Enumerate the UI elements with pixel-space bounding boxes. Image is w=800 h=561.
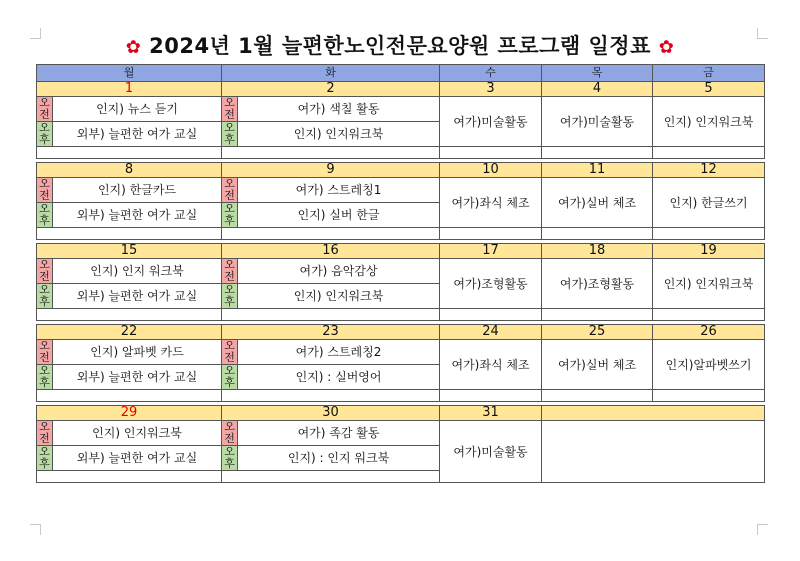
- program-item: 여가)좌식 체조: [440, 340, 542, 390]
- date-row: [37, 244, 765, 259]
- am-label: 오전: [37, 259, 53, 284]
- pm-label: 오후: [222, 365, 238, 390]
- am-label: 오전: [222, 178, 238, 203]
- empty-cell: [542, 421, 765, 483]
- am-label: 오전: [222, 259, 238, 284]
- flower-icon: ✿: [125, 37, 142, 58]
- date-row: [37, 325, 765, 340]
- am-row: [37, 340, 765, 365]
- pm-label: 오후: [37, 284, 53, 309]
- pm-label: 오후: [222, 446, 238, 471]
- program-item: 외부) 늘편한 여가 교실: [53, 446, 222, 471]
- pm-label: 오후: [37, 365, 53, 390]
- spacer-row: [37, 390, 765, 402]
- date-cell: 25: [542, 325, 653, 340]
- program-item: 인지) 인지 워크북: [53, 259, 222, 284]
- program-item: 여가)좌식 체조: [440, 178, 542, 228]
- date-cell: 22: [37, 325, 222, 340]
- program-item: 인지) 한글카드: [53, 178, 222, 203]
- program-item: 인지) 인지워크북: [238, 122, 440, 147]
- header-mon: 월: [37, 65, 222, 82]
- date-row: [37, 82, 765, 97]
- am-label: 오전: [37, 97, 53, 122]
- date-cell: 9: [222, 163, 440, 178]
- date-cell: 5: [653, 82, 765, 97]
- program-item: 여가)조형활동: [440, 259, 542, 309]
- program-item: 여가) 음악감상: [238, 259, 440, 284]
- crop-mark-bottom-right: [757, 524, 768, 535]
- am-label: 오전: [222, 421, 238, 446]
- date-cell: 16: [222, 244, 440, 259]
- program-item: 외부) 늘편한 여가 교실: [53, 284, 222, 309]
- program-item: 인지) 한글쓰기: [653, 178, 765, 228]
- weekday-header-row: [37, 65, 765, 82]
- program-item: 외부) 늘편한 여가 교실: [53, 122, 222, 147]
- date-cell: 26: [653, 325, 765, 340]
- am-label: 오전: [37, 340, 53, 365]
- page-title: [0, 30, 800, 60]
- date-cell: 1: [37, 82, 222, 97]
- flower-icon: ✿: [658, 37, 675, 58]
- program-item: 인지) 인지워크북: [653, 259, 765, 309]
- program-item: 인지) 뉴스 듣기: [53, 97, 222, 122]
- program-item: 인지) 실버 한글: [238, 203, 440, 228]
- am-label: 오전: [37, 178, 53, 203]
- program-item: 인지) 알파벳 카드: [53, 340, 222, 365]
- date-cell: 3: [440, 82, 542, 97]
- date-row: [37, 406, 765, 421]
- program-item: 인지)알파벳쓰기: [653, 340, 765, 390]
- date-cell: 19: [653, 244, 765, 259]
- program-item: 여가) 색칠 활동: [238, 97, 440, 122]
- program-item: 여가)실버 체조: [542, 178, 653, 228]
- header-tue: 화: [222, 65, 440, 82]
- schedule-table: [36, 64, 765, 483]
- pm-label: 오후: [222, 122, 238, 147]
- date-cell: 12: [653, 163, 765, 178]
- title-text: 2024년 1월 늘편한노인전문요양원 프로그램 일정표: [149, 34, 651, 58]
- date-cell: 11: [542, 163, 653, 178]
- header-thu: 목: [542, 65, 653, 82]
- am-label: 오전: [37, 421, 53, 446]
- program-item: 인지) : 인지 워크북: [238, 446, 440, 471]
- program-item: 외부) 늘편한 여가 교실: [53, 203, 222, 228]
- date-cell: 15: [37, 244, 222, 259]
- program-item: 여가) 스트레칭2: [238, 340, 440, 365]
- program-item: 인지) 인지워크북: [238, 284, 440, 309]
- date-cell: 10: [440, 163, 542, 178]
- date-cell: 18: [542, 244, 653, 259]
- spacer-row: [37, 309, 765, 321]
- pm-label: 오후: [37, 446, 53, 471]
- program-item: 외부) 늘편한 여가 교실: [53, 365, 222, 390]
- pm-label: 오후: [222, 284, 238, 309]
- date-cell: 17: [440, 244, 542, 259]
- program-item: 여가) 스트레칭1: [238, 178, 440, 203]
- program-item: 여가)미술활동: [440, 97, 542, 147]
- am-row: [37, 259, 765, 284]
- program-item: 여가)미술활동: [542, 97, 653, 147]
- date-cell-empty: [542, 406, 765, 421]
- program-item: 인지) 인지워크북: [653, 97, 765, 147]
- am-label: 오전: [222, 97, 238, 122]
- date-cell: 29: [37, 406, 222, 421]
- spacer-row: [37, 147, 765, 159]
- date-cell: 30: [222, 406, 440, 421]
- pm-label: 오후: [37, 122, 53, 147]
- date-cell: 2: [222, 82, 440, 97]
- header-wed: 수: [440, 65, 542, 82]
- pm-label: 오후: [222, 203, 238, 228]
- pm-label: 오후: [37, 203, 53, 228]
- am-row: [37, 97, 765, 122]
- date-cell: 8: [37, 163, 222, 178]
- program-item: 인지) : 실버영어: [238, 365, 440, 390]
- am-label: 오전: [222, 340, 238, 365]
- program-item: 여가) 족감 활동: [238, 421, 440, 446]
- am-row: [37, 421, 765, 446]
- header-fri: 금: [653, 65, 765, 82]
- date-cell: 31: [440, 406, 542, 421]
- program-item: 여가)실버 체조: [542, 340, 653, 390]
- spacer-row: [37, 228, 765, 240]
- date-cell: 23: [222, 325, 440, 340]
- program-item: 인지) 인지워크북: [53, 421, 222, 446]
- date-cell: 4: [542, 82, 653, 97]
- date-cell: 24: [440, 325, 542, 340]
- program-item: 여가)조형활동: [542, 259, 653, 309]
- am-row: [37, 178, 765, 203]
- program-item: 여가)미술활동: [440, 421, 542, 483]
- crop-mark-bottom-left: [30, 524, 41, 535]
- date-row: [37, 163, 765, 178]
